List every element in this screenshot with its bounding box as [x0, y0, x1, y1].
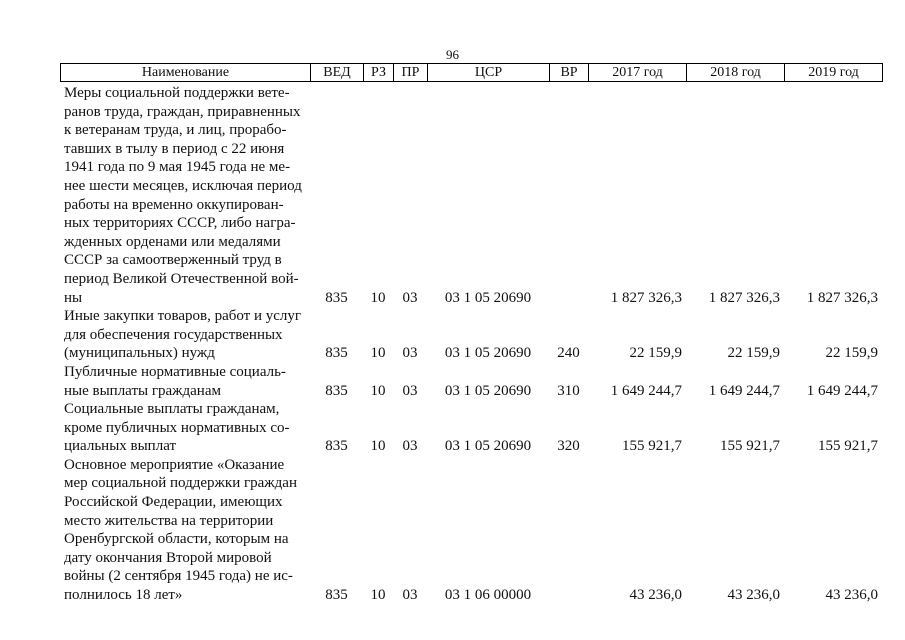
header-2017: 2017 год [589, 64, 687, 82]
row-name: Меры социальной поддержки вете- ранов труда, граждан, приравненных к ветеранам труда, и лиц, прорабо- тавших в тылу в период с 22 июня 1941 года по 9 мая 1945 года не ме- нее шести месяцев, исключая период работы на временно оккупирован- ных территориях СССР, либо награ- жденных орденами или медалями СССР за самоотверженный труд в период Великой Отечественной вой- ны [64, 85, 302, 306]
row-rz: 10 [370, 382, 386, 399]
row-2019: 155 921,7 [818, 438, 878, 455]
header-rz: РЗ [364, 64, 394, 82]
row-2017: 155 921,7 [622, 438, 682, 455]
row-2017: 1 827 326,3 [610, 289, 682, 306]
table-row [60, 363, 882, 400]
row-vr: 310 [557, 382, 580, 399]
header-ved: ВЕД [311, 64, 364, 82]
row-csr: 03 1 05 20690 [444, 382, 532, 399]
row-rz: 10 [370, 438, 386, 455]
row-rz: 10 [370, 289, 386, 306]
row-2019: 1 649 244,7 [806, 382, 878, 399]
row-pr: 03 [402, 382, 418, 399]
row-ved: 835 [325, 289, 348, 306]
table-row [60, 456, 882, 605]
row-2019: 22 159,9 [825, 345, 878, 362]
row-2018: 1 649 244,7 [708, 382, 780, 399]
row-2017: 1 649 244,7 [610, 382, 682, 399]
row-name: Социальные выплаты гражданам, кроме публичных нормативных со- циальных выплат [64, 401, 290, 455]
table-row [60, 400, 882, 456]
row-pr: 03 [402, 289, 418, 306]
row-ved: 835 [325, 438, 348, 455]
header-2018: 2018 год [687, 64, 785, 82]
row-csr: 03 1 05 20690 [444, 438, 532, 455]
header-2019: 2019 год [785, 64, 883, 82]
row-vr: 320 [557, 438, 580, 455]
row-ved: 835 [325, 382, 348, 399]
row-2017: 22 159,9 [629, 345, 682, 362]
row-2019: 43 236,0 [825, 587, 878, 604]
row-csr: 03 1 05 20690 [444, 345, 532, 362]
row-2018: 155 921,7 [720, 438, 780, 455]
row-pr: 03 [402, 587, 418, 604]
table-row [60, 307, 882, 363]
row-ved: 835 [325, 587, 348, 604]
header-name: Наименование [61, 64, 311, 82]
row-csr: 03 1 06 00000 [444, 587, 532, 604]
row-pr: 03 [402, 345, 418, 362]
row-2019: 1 827 326,3 [806, 289, 878, 306]
row-ved: 835 [325, 345, 348, 362]
table-row [60, 84, 882, 307]
table-body [60, 84, 882, 605]
header-vr: ВР [550, 64, 589, 82]
page-number: 96 [446, 47, 459, 62]
row-name: Основное мероприятие «Оказание мер социальной поддержки граждан Российской Федерации, имеющих место жительства на территории Оренбургской области, которым на дату окончания Второй мировой войны (2 сентября 1945 года) не ис- полнилось 18 лет» [64, 456, 297, 604]
row-rz: 10 [370, 345, 386, 362]
row-vr: 240 [557, 345, 580, 362]
row-name: Публичные нормативные социаль- ные выплаты гражданам [64, 363, 286, 399]
row-2017: 43 236,0 [629, 587, 682, 604]
row-name: Иные закупки товаров, работ и услуг для обеспечения государственных (муниципальных) нужд [64, 308, 302, 362]
header-pr: ПР [394, 64, 428, 82]
table-header [60, 63, 883, 82]
header-csr: ЦСР [428, 64, 550, 82]
row-2018: 22 159,9 [727, 345, 780, 362]
row-pr: 03 [402, 438, 418, 455]
row-2018: 43 236,0 [727, 587, 780, 604]
row-csr: 03 1 05 20690 [444, 289, 532, 306]
row-rz: 10 [370, 587, 386, 604]
row-2018: 1 827 326,3 [708, 289, 780, 306]
